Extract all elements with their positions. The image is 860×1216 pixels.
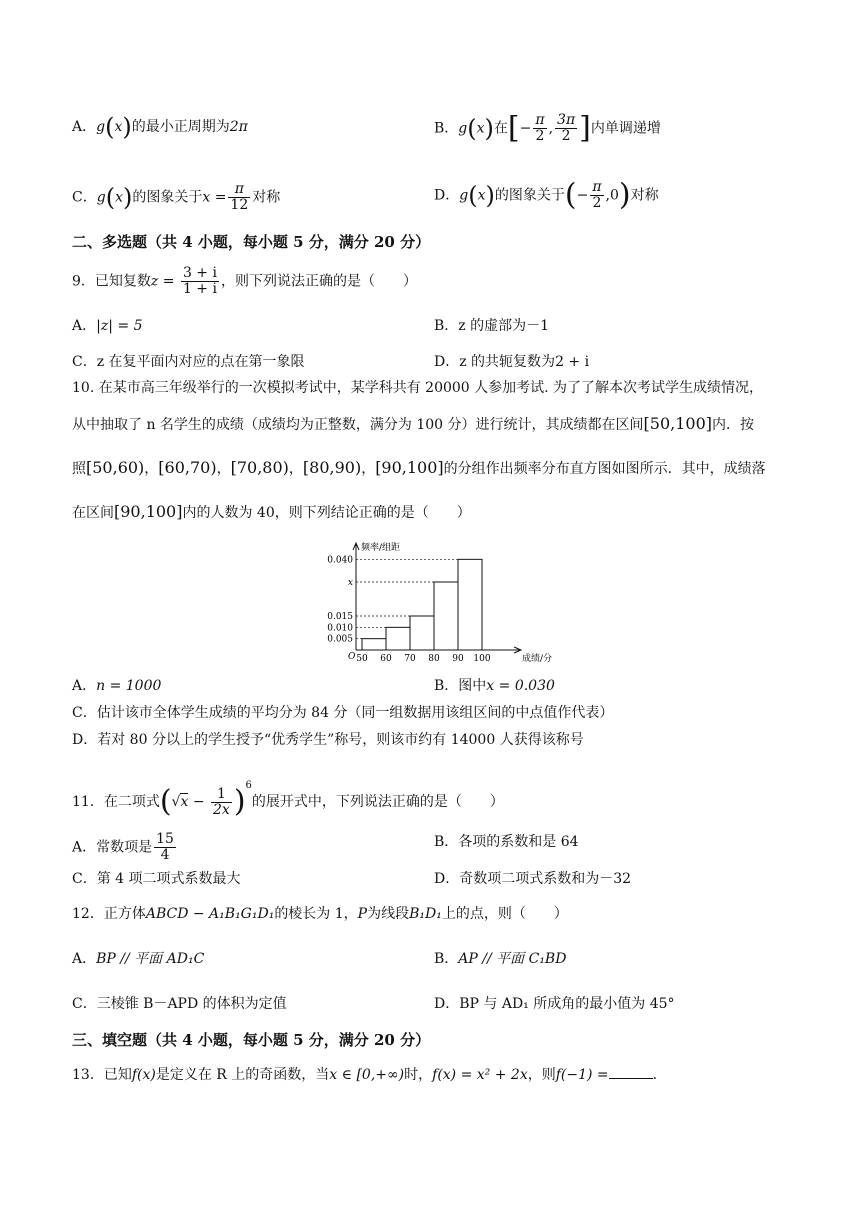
y-tick-label: 0.010: [327, 623, 353, 634]
y-tick-label: 0.040: [327, 555, 353, 566]
q8-option-b: B．g(x)在[− $\frac{\pi}{2}$ , $\frac{3\pi}{2}$ ]内单调递增: [434, 110, 661, 146]
x-tick-label: 80: [428, 654, 440, 664]
q13-stem: 13．已知f(x)是定义在 R 上的奇函数，当x ∈ [0,+∞)时，f(x) = x² + 2x，则f(−1) = .: [72, 1064, 657, 1085]
q10-option-d: D．若对 80 分以上的学生授予“优秀学生”称号，则该市约有 14000 人获得该称号: [72, 732, 584, 748]
q11-option-d: D．奇数项二项式系数和为－32: [434, 871, 632, 887]
y-tick-label: 0.015: [327, 612, 353, 622]
q12-stem: 12．正方体ABCD − A₁B₁G₁D₁的棱长为 1，P为线段B₁D₁上的点，则（ ）: [72, 906, 568, 922]
q11-option-b: B．各项的系数和是 64: [434, 834, 579, 850]
q10-line-2: 从中抽取了 n 名学生的成绩（成绩均为正整数，满分为 100 分）进行统计，其成绩都在区间[50,100]内．按: [72, 414, 755, 433]
q12-option-c: C．三棱锥 B－APD 的体积为定值: [72, 996, 287, 1012]
q8-option-a: A．g(x)的最小正周期为2π: [72, 113, 248, 141]
x-tick-label: 100: [473, 654, 491, 664]
q10-line-3: 照[50,60)，[60,70)，[70,80)，[80,90)，[90,100]的分组作出频率分布直方图如图所示．其中，成绩落: [72, 458, 766, 477]
q11-option-c: C．第 4 项二项式系数最大: [72, 871, 241, 887]
q9-option-d: D．z 的共轭复数为2 + i: [434, 354, 590, 370]
q10-option-c: C．估计该市全体学生成绩的平均分为 84 分（同一组数据用该组区间的中点值作代表）: [72, 705, 614, 721]
y-axis-label: 频率/组距: [361, 543, 401, 553]
q9-option-b: B．z 的虚部为－1: [434, 318, 550, 334]
q11-stem: 11．在二项式(√x − $\frac{1}{2x}$ )$^6$的展开式中，下列说法正确的是（ ）: [72, 780, 504, 819]
q9-stem: 9．已知复数z = $\frac{3 + i}{1 + i}$ ，则下列说法正确的是（ ）: [72, 265, 417, 297]
x-tick-label: 90: [452, 654, 464, 664]
histogram-bar: [410, 616, 434, 650]
x-tick-label: 50: [356, 654, 368, 664]
histogram-bar: [434, 582, 458, 650]
histogram-bar: [362, 639, 386, 650]
q9-option-a: A．|z| = 5: [72, 318, 143, 334]
q10-line-1: 10. 在某市高三年级举行的一次模拟考试中，某学科共有 20000 人参加考试. 为了了解本次考试学生成绩情况，: [72, 380, 764, 396]
q10-option-a: A．n = 1000: [72, 678, 162, 694]
origin-label: O: [348, 652, 356, 662]
histogram-bar: [458, 559, 482, 650]
q8-option-c: C．g(x)的图象关于x = $\frac{\pi}{12}$ 对称: [72, 181, 281, 213]
q8-option-d: D．g(x)的图象关于(− $\frac{\pi}{2}$ ,0)对称: [434, 177, 659, 213]
q10-line-4: 在区间[90,100]内的人数为 40，则下列结论正确的是（ ）: [72, 502, 471, 521]
x-tick-label: 60: [380, 654, 392, 664]
q12-option-b: B．AP // 平面 C₁BD: [434, 951, 567, 967]
q12-option-d: D．BP 与 AD₁ 所成角的最小值为 45°: [434, 996, 675, 1012]
histogram-bar: [386, 627, 410, 650]
section-2-title: 二、多选题（共 4 小题，每小题 5 分，满分 20 分）: [72, 233, 431, 251]
q10-option-b: B．图中x = 0.030: [434, 678, 555, 694]
q13-answer-blank[interactable]: [609, 1064, 653, 1079]
y-tick-label: 0.005: [327, 634, 353, 645]
y-tick-label: x: [347, 578, 353, 588]
section-3-title: 三、填空题（共 4 小题，每小题 5 分，满分 20 分）: [72, 1031, 431, 1049]
q9-option-c: C．z 在复平面内对应的点在第一象限: [72, 354, 305, 370]
frequency-histogram: [318, 538, 553, 668]
q11-option-a: A．常数项是 $\frac{15}{4}$: [72, 831, 174, 863]
x-tick-label: 70: [404, 654, 416, 664]
q12-option-a: A．BP // 平面 AD₁C: [72, 951, 205, 967]
x-axis-label: 成绩/分: [522, 654, 553, 664]
